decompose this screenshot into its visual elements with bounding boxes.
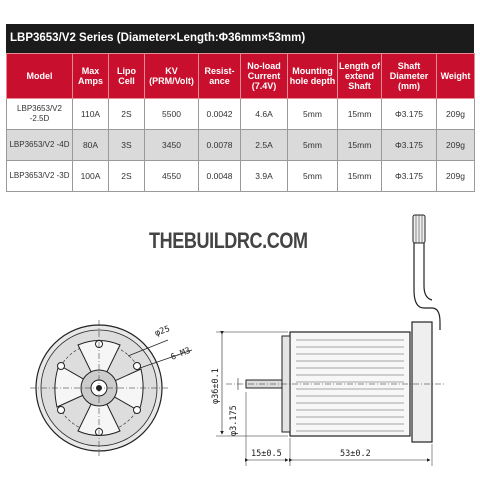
header-kv: KV (PRM/Volt) — [145, 54, 199, 99]
cell-extend-shaft: 15mm — [338, 161, 382, 192]
header-model: Model — [7, 54, 73, 99]
cell-lipo-cell: 3S — [109, 130, 145, 161]
cell-resistance: 0.0078 — [199, 130, 241, 161]
header-weight: Weight — [437, 54, 475, 99]
cell-shaft-diameter: Φ3.175 — [382, 161, 437, 192]
header-resistance: Resist-ance — [199, 54, 241, 99]
cell-mounting-hole-depth: 5mm — [288, 161, 338, 192]
cell-kv: 3450 — [145, 130, 199, 161]
cell-weight: 209g — [437, 161, 475, 192]
cell-lipo-cell: 2S — [109, 99, 145, 130]
series-title: LBP3653/V2 Series (Diameter×Length:Φ36mm×53mm) — [6, 24, 474, 53]
front-pcd-label: φ25 — [153, 324, 172, 339]
shaft-length-label: 15±0.5 — [251, 449, 282, 459]
cell-mounting-hole-depth: 5mm — [288, 99, 338, 130]
cell-lipo-cell: 2S — [109, 161, 145, 192]
cell-mounting-hole-depth: 5mm — [288, 130, 338, 161]
body-length-label: 53±0.2 — [340, 449, 371, 459]
cell-model: LBP3653/V2 -4D — [7, 130, 73, 161]
watermark-text: THEBUILDRC.COM — [149, 228, 308, 253]
cell-weight: 209g — [437, 130, 475, 161]
cell-no-load-current: 3.9A — [241, 161, 288, 192]
cell-resistance: 0.0048 — [199, 161, 241, 192]
header-mounting-hole-depth: Mounting hole depth — [288, 54, 338, 99]
cell-max-amps: 110A — [73, 99, 109, 130]
front-holes-label: 6-M3 — [169, 345, 193, 363]
header-max-amps: Max Amps — [73, 54, 109, 99]
header-shaft-diameter: Shaft Diameter (mm) — [382, 54, 437, 99]
cell-model: LBP3653/V2 -2.5D — [7, 99, 73, 130]
cell-no-load-current: 2.5A — [241, 130, 288, 161]
cell-no-load-current: 4.6A — [241, 99, 288, 130]
header-no-load-current: No-load Current (7.4V) — [241, 54, 288, 99]
cell-shaft-diameter: Φ3.175 — [382, 99, 437, 130]
cell-shaft-diameter: Φ3.175 — [382, 130, 437, 161]
side-diameter-label: φ36±0.1 — [211, 368, 221, 404]
cell-extend-shaft: 15mm — [338, 130, 382, 161]
header-lipo-cell: Lipo Cell — [109, 54, 145, 99]
cell-max-amps: 80A — [73, 130, 109, 161]
cell-kv: 4550 — [145, 161, 199, 192]
cell-resistance: 0.0042 — [199, 99, 241, 130]
motor-front-view — [30, 320, 192, 456]
header-extend-shaft: Length of extend Shaft — [338, 54, 382, 99]
side-shaft-label: φ3.175 — [229, 405, 239, 436]
cell-max-amps: 100A — [73, 161, 109, 192]
cell-kv: 5500 — [145, 99, 199, 130]
cell-weight: 209g — [437, 99, 475, 130]
cell-model: LBP3653/V2 -3D — [7, 161, 73, 192]
cell-extend-shaft: 15mm — [338, 99, 382, 130]
